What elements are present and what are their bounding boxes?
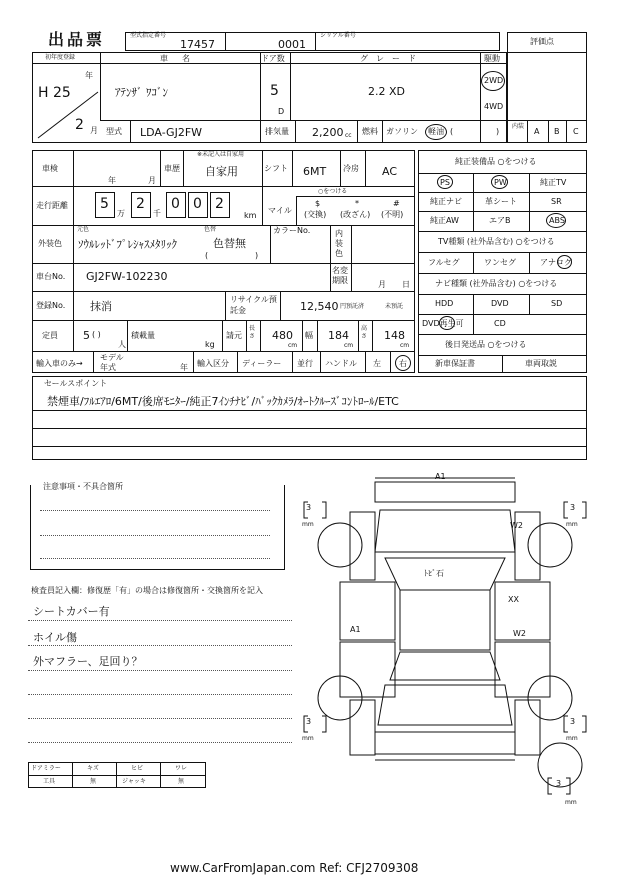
footer-watermark: www.CarFromJapan.com Ref: CFJ2709308 <box>170 861 419 875</box>
first-reg-year: H 25 <box>38 85 71 101</box>
length: 480 <box>272 329 293 342</box>
fuel-label: 燃料 <box>362 127 378 136</box>
mileage-digit-1: 5 <box>100 196 109 212</box>
front-left-fender <box>350 512 375 580</box>
class-code: 0001 <box>278 38 306 51</box>
windshield <box>385 558 505 590</box>
damage-mark-front-right: W2 <box>510 521 523 530</box>
recycle-amount: 12,540 <box>300 300 339 313</box>
rear-left-door <box>340 642 395 697</box>
doors-label: ドア数 <box>261 54 285 63</box>
rear-left-fender <box>350 700 375 755</box>
shift-label: シフト <box>264 164 288 173</box>
car-diagram <box>300 470 600 810</box>
mileage-digit-2: 2 <box>136 196 145 212</box>
genuine-equipment-label: 純正装備品 ○をつける <box>455 157 537 166</box>
recycle-label: リサイクル預託金 <box>230 295 277 315</box>
dvd-playback-circle <box>439 316 455 330</box>
rating-label: 評価点 <box>530 37 554 46</box>
model-code: 17457 <box>180 38 215 51</box>
damage-mark-rear-right: W2 <box>513 629 526 638</box>
displacement-label: 排気量 <box>265 127 289 136</box>
interior-color-label: 内装色 <box>335 229 343 258</box>
grade-label: グレード <box>360 54 424 63</box>
front-left-door <box>340 582 395 640</box>
color-label: 外装色 <box>38 239 62 248</box>
damage-mark-windshield: ﾄﾋﾞ石 <box>424 569 444 578</box>
capacity-label: 定員 <box>42 331 58 340</box>
inspector-note-2: ホイル傷 <box>33 631 77 644</box>
import-label: 輸入車のみ→ <box>36 359 83 368</box>
fuel-diesel: 軽油 <box>428 127 444 136</box>
drive-2wd: 2WD <box>484 76 504 85</box>
fuel-diesel-circle <box>425 124 447 140</box>
usage: 自家用 <box>205 165 238 178</box>
tread-spare: 3 <box>556 779 562 788</box>
registration-number: 抹消 <box>90 300 112 313</box>
notes-label: 注意事項・不具合箇所 <box>43 482 123 491</box>
interior-label: 内装 <box>512 123 525 130</box>
grade: 2.2 XD <box>368 85 405 98</box>
tread-rear-left: 3 <box>306 717 312 726</box>
damage-mark-front: A1 <box>435 472 446 481</box>
color-no-label: カラーNo. <box>273 226 311 235</box>
sales-point-text: 禁煙車/ﾌﾙｴｱﾛ/6MT/後席ﾓﾆﾀｰ/純正7ｲﾝﾁﾅﾋﾞ/ﾊﾞｯｸｶﾒﾗ/ｵｰﾄｸﾙｰｽﾞｺﾝﾄﾛｰﾙ/ETC <box>47 395 399 408</box>
damage-mark-left-door: A1 <box>350 625 361 634</box>
sales-point-label: セールスポイント <box>44 379 108 388</box>
original-color: ｿｳﾙﾚｯﾄﾞﾌﾟﾚｼｬｽﾒﾀﾘｯｸ <box>78 238 177 251</box>
front-bumper <box>375 482 515 502</box>
model-type: LDA-GJ2FW <box>140 126 203 139</box>
mileage-digit-3: 0 <box>171 196 180 212</box>
width: 184 <box>328 329 349 342</box>
analog-circle <box>557 255 572 269</box>
sales-point-box <box>32 376 587 460</box>
model-code-label: 型式指定番号 <box>130 32 167 39</box>
shift: 6MT <box>303 165 327 178</box>
displacement: 2,200 <box>312 126 344 139</box>
load-label: 積載量 <box>131 331 155 340</box>
inspection-label: 車検 <box>42 164 58 173</box>
drive-4wd: 4WD <box>484 102 504 111</box>
pw-circle <box>491 175 508 189</box>
mileage-digit-5: 2 <box>215 196 224 212</box>
ac-label: 冷房 <box>343 164 359 173</box>
doors: 5 <box>270 83 279 99</box>
car-name: ｱﾃﾝｻﾞ ﾜｺﾞﾝ <box>115 86 168 99</box>
first-reg-label: 初年度登録 <box>45 54 76 61</box>
mile-label: マイル <box>268 206 292 215</box>
handle-right-circle <box>395 355 411 371</box>
color-change: 色替無 <box>213 237 246 250</box>
front-right-wheel <box>528 523 572 567</box>
name-change-label: 名変期限 <box>332 266 348 285</box>
inspector-label: 検査員記入欄：修復歴「有」の場合は修復箇所・交換箇所を記入 <box>31 586 263 595</box>
car-name-label: 車名 <box>160 54 204 63</box>
drive-label: 駆動 <box>484 54 500 63</box>
chassis-label: 車台No. <box>36 272 66 281</box>
tv-label: TV種類 (社外品含む) ○をつける <box>438 237 555 246</box>
chassis-number: GJ2FW-102230 <box>86 270 168 283</box>
ps-circle <box>437 175 453 189</box>
fee-label: 請元 <box>226 331 242 340</box>
serial-label: シリアル番号 <box>320 32 356 39</box>
damage-mark-right-door: XX <box>508 595 519 604</box>
front-left-wheel <box>318 523 362 567</box>
tread-front-left: 3 <box>306 503 312 512</box>
rear-right-fender <box>515 700 540 755</box>
mileage-digit-4: 0 <box>193 196 202 212</box>
inspector-note-1: シートカバー有 <box>33 605 110 618</box>
rear-hatch <box>378 685 512 725</box>
fuel-gasoline: ガソリン <box>386 127 418 136</box>
rear-window <box>390 652 500 680</box>
navi-label: ナビ種類 (社外品含む) ○をつける <box>435 279 558 288</box>
tread-front-right: 3 <box>570 503 576 512</box>
roof <box>400 590 490 650</box>
later-label: 後日発送品 ○をつける <box>445 340 527 349</box>
inspector-note-3: 外マフラー、足回り？ <box>33 655 143 668</box>
hood <box>375 510 515 552</box>
rear-right-door <box>495 642 550 697</box>
model-type-label: 型式 <box>106 127 122 136</box>
abs-circle <box>546 213 566 228</box>
form-title: 出品票 <box>48 30 106 49</box>
tread-rear-right: 3 <box>570 717 576 726</box>
registration-label: 登録No. <box>36 301 66 310</box>
ac: AC <box>382 165 398 178</box>
drive-2wd-circle <box>481 71 505 91</box>
capacity: 5 <box>83 329 90 342</box>
usage-label: 車歴 <box>164 164 180 173</box>
rear-bumper <box>375 732 515 754</box>
first-reg-month: 2 <box>75 117 84 133</box>
height: 148 <box>384 329 405 342</box>
mileage-label: 走行距離 <box>36 201 68 210</box>
